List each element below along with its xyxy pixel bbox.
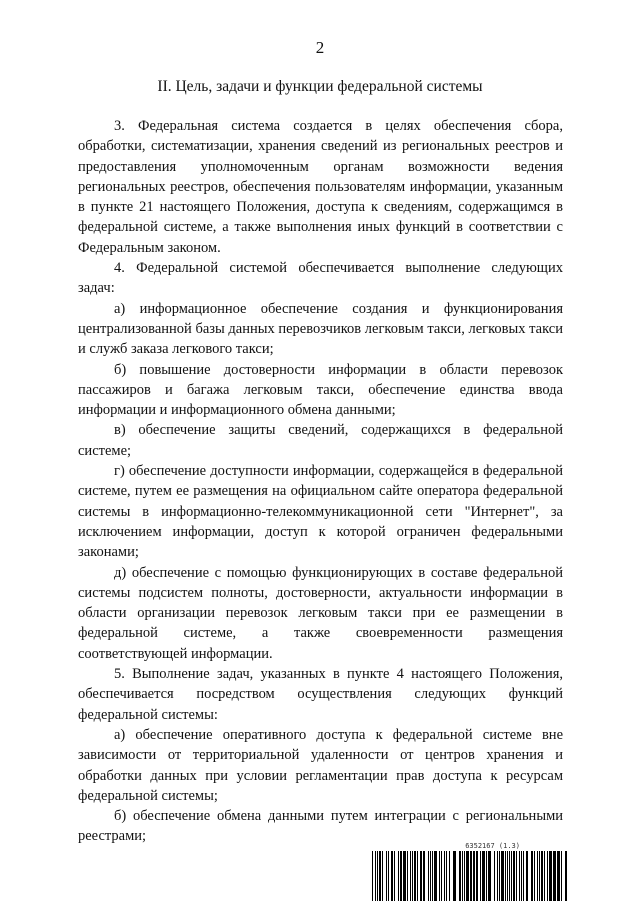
section-title: II. Цель, задачи и функции федеральной системы — [157, 78, 483, 95]
paragraph-5: 5. Выполнение задач, указанных в пункте 4 настоящего Положения, обеспечивается посредством осуществления следующих функций федеральной системы: — [78, 666, 563, 723]
paragraph-5-a: а) обеспечение оперативного доступа к федеральной системе вне зависимости от территориальной удаленности от центров хранения и обработки данных при условии регламентации прав доступа к ресурсам федеральной системы; — [78, 726, 563, 804]
paragraph-4-v: в) обеспечение защиты сведений, содержащихся в федеральной системе; — [78, 422, 563, 459]
paragraph-4: 4. Федеральной системой обеспечивается выполнение следующих задач: — [78, 260, 563, 297]
paragraph-3: 3. Федеральная система создается в целях обеспечения сбора, обработки, систематизации, хранения сведений из региональных реестров и предоставления уполномоченным органам возможности ведения региональных реестров, обеспечения пользователям информации, указанным в пункте 21 настоящего Положения, доступа к сведениям, содержащимся в федеральной системе, а также выполнения иных функций в соответствии с Федеральным законом. — [78, 118, 563, 256]
body-text — [78, 116, 563, 847]
paragraph-4-b: б) повышение достоверности информации в области перевозок пассажиров и багажа легковым такси, обеспечение единства ввода информации и информационного обмена данными; — [78, 361, 563, 419]
paragraph-4-g: г) обеспечение доступности информации, содержащейся в федеральной системе, путем ее размещения на официальном сайте оператора федеральной системы в информационно-телекоммуникационной сети "Интернет", за исключением информации, доступ к которой ограничен федеральными законами; — [78, 463, 563, 561]
paragraph-4-a: а) информационное обеспечение создания и функционирования централизованной базы данных перевозчиков легковым такси, легковых такси и служб заказа легкового такси; — [78, 300, 563, 358]
paragraph-4-d: д) обеспечение с помощью функционирующих в составе федеральной системы подсистем полноты, достоверности, актуальности информации в области организации перевозок легковым такси при ее размещении в федеральной системе, а также своевременности размещения соответствующей информации. — [78, 564, 563, 662]
page-number: 2 — [315, 38, 325, 57]
barcode-icon — [372, 851, 568, 901]
barcode-number: 6352167 (1.3) — [465, 842, 520, 850]
paragraph-5-b: б) обеспечение обмена данными путем интеграции с региональными реестрами; — [78, 808, 563, 845]
barcode-block — [372, 842, 568, 901]
